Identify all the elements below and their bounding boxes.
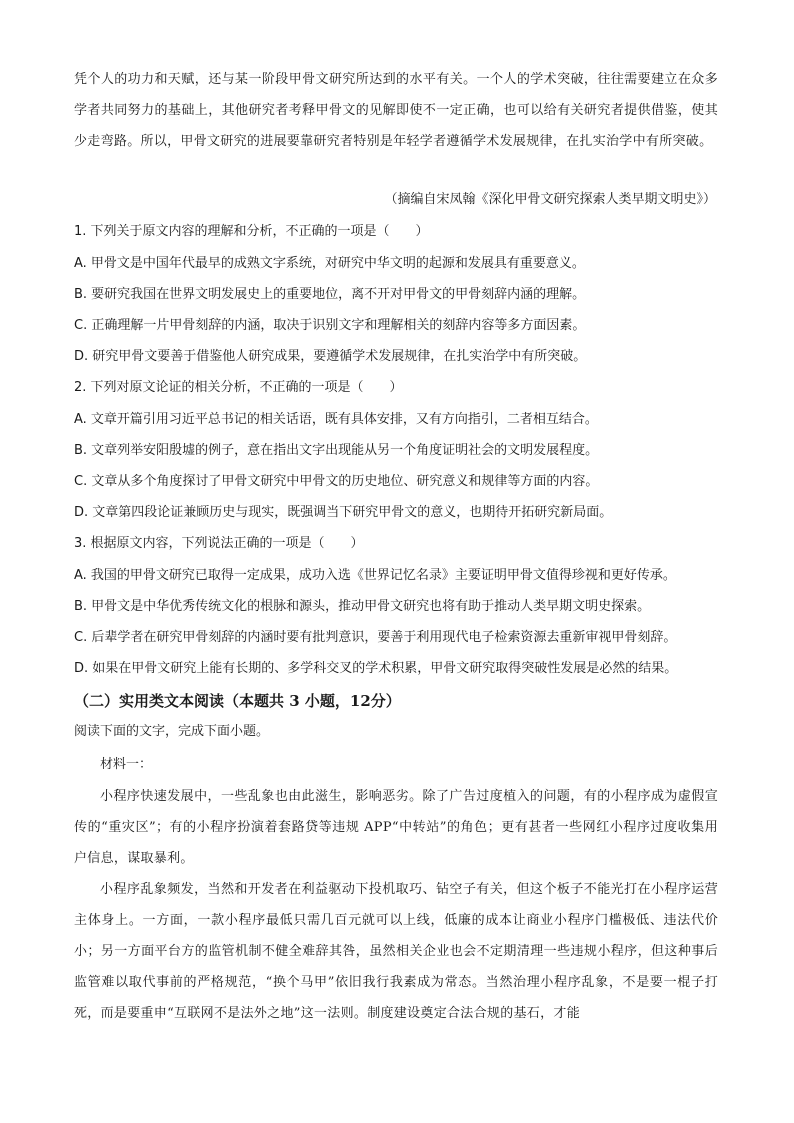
question-1-option-c: C. 正确理解一片甲骨刻辞的内涵，取决于识别文字和理解相关的刻辞内容等多方面因素。 bbox=[74, 318, 586, 333]
material-label: 材料一： bbox=[100, 757, 153, 772]
question-1-option-d: D. 研究甲骨文要善于借鉴他人研究成果，要遵循学术发展规律，在扎实治学中有所突破。 bbox=[74, 349, 587, 364]
passage-paragraph: 凭个人的功力和天赋，还与某一阶段甲骨文研究所达到的水平有关。一个人的学术突破，往往需要建立在众多学者共同努力的基础上，其他研究者考释甲骨文的见解即使不一定正确，也可以给有关研究者提供借鉴，使其少走弯路。所以，甲骨文研究的进展要靠研究者特别是年轻学者遵循学术发展规律，在扎实治学中有所突破。 bbox=[74, 72, 718, 149]
question-3-option-a: A. 我国的甲骨文研究已取得一定成果，成功入选《世界记忆名录》主要证明甲骨文值得珍视和更好传承。 bbox=[74, 568, 676, 583]
question-2-option-b: B. 文章列举安阳殷墟的例子，意在指出文字出现能从另一个角度证明社会的文明发展程度。 bbox=[74, 443, 599, 458]
question-3-option-c: C. 后辈学者在研究甲骨刻辞的内涵时要有批判意识，要善于利用现代电子检索资源去重新审视甲骨刻辞。 bbox=[74, 630, 677, 645]
reading-instruction: 阅读下面的文字，完成下面小题。 bbox=[74, 724, 270, 739]
question-1-stem: 1. 下列关于原文内容的理解和分析，不正确的一项是（ ） bbox=[74, 224, 429, 239]
question-3-stem: 3. 根据原文内容，下列说法正确的一项是（ ） bbox=[74, 536, 364, 551]
question-1-option-b: B. 要研究我国在世界文明发展史上的重要地位，离不开对甲骨文的甲骨刻辞内涵的理解。 bbox=[74, 287, 586, 302]
question-2-option-c: C. 文章从多个角度探讨了甲骨文研究中甲骨文的历史地位、研究意义和规律等方面的内容。 bbox=[74, 474, 599, 489]
question-3-option-d: D. 如果在甲骨文研究上能有长期的、多学科交叉的学术积累，甲骨文研究取得突破性发展是必然的结果。 bbox=[74, 661, 678, 676]
material-paragraph-2: 小程序乱象频发，当然和开发者在利益驱动下投机取巧、钻空子有关，但这个板子不能光打在小程序运营主体身上。一方面，一款小程序最低只需几百元就可以上线，低廉的成本让商业小程序门槛极低、违法代价小；另一方面平台方的监管机制不健全难辞其咎，虽然相关企业也会不定期清理一些违规小程序，但这种事后监管难以取代事前的严格规范，“换个马甲”依旧我行我素成为常态。当然治理小程序乱象，不是要一棍子打死，而是要重申“互联网不是法外之地”这一法则。制度建设奠定合法合规的基石，才能 bbox=[74, 882, 718, 1021]
question-2-option-d: D. 文章第四段论证兼顾历史与现实，既强调当下研究甲骨文的意义，也期待开拓研究新局面。 bbox=[74, 505, 613, 520]
question-2-stem: 2. 下列对原文论证的相关分析，不正确的一项是（ ） bbox=[74, 380, 403, 395]
material-paragraph-1: 小程序快速发展中，一些乱象也由此滋生，影响恶劣。除了广告过度植入的问题，有的小程序成为虚假宣传的“重灾区”；有的小程序扮演着套路贷等违规 APP“中转站”的角色；更有甚者一些网红小程序过度收集用户信息，谋取暴利。 bbox=[74, 789, 718, 866]
section-heading: （二）实用类文本阅读（本题共 3 小题，12分） bbox=[74, 692, 401, 710]
question-2-option-a: A. 文章开篇引用习近平总书记的相关话语，既有具体安排，又有方向指引，二者相互结合。 bbox=[74, 412, 598, 427]
question-3-option-b: B. 甲骨文是中华优秀传统文化的根脉和源头，推动甲骨文研究也将有助于推动人类早期文明史探索。 bbox=[74, 599, 651, 614]
question-1-option-a: A. 甲骨文是中国年代最早的成熟文字系统，对研究中华文明的起源和发展具有重要意义。 bbox=[74, 256, 585, 271]
source-citation: （摘编自宋凤翰《深化甲骨文研究探索人类早期文明史》） bbox=[384, 192, 716, 207]
